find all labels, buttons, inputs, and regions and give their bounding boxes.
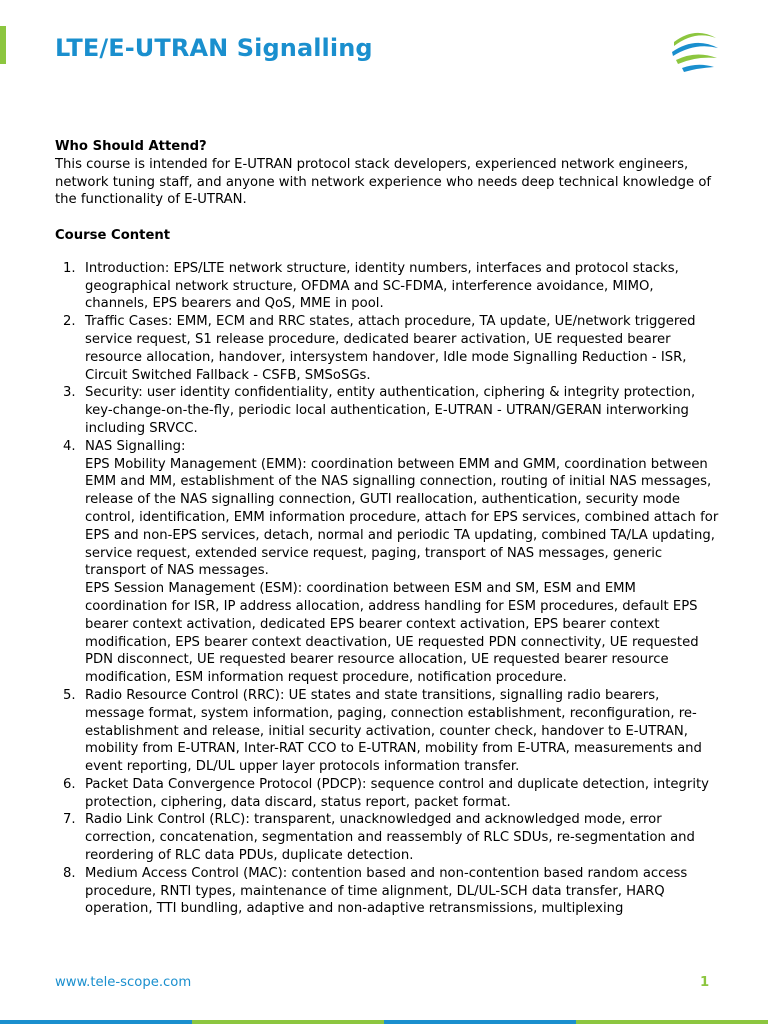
list-item-number: 4. <box>63 438 76 454</box>
list-item <box>55 438 720 687</box>
list-subitem-emm: EPS Mobility Management (EMM): coordination between EMM and GMM, coordination between EMM and MM, establishment of the NAS signalling connection, routing of initial NAS messages, release of the NAS signalling connection, GUTI reallocation, authentication, security mode control, identification, EMM information procedure, attach for EPS services, combined attach for EPS and non-EPS services, detach, normal and periodic TA updating, combined TA/LA updating, service request, extended service request, paging, transport of NAS messages, generic transport of NAS messages. <box>85 456 719 579</box>
list-item <box>55 687 720 776</box>
who-should-attend-text: This course is intended for E-UTRAN protocol stack developers, experienced network engineers, network tuning staff, and anyone with network experience who needs deep technical knowledge of the functionality of E-UTRAN. <box>55 156 712 208</box>
who-should-attend-heading: Who Should Attend? <box>55 139 207 154</box>
list-item-text: Radio Link Control (RLC): transparent, unacknowledged and acknowledged mode, error correction, concatenation, segmentation and reassembly of RLC SDUs, re-segmentation and reordering of RLC data PDUs, duplicate detection. <box>85 812 695 864</box>
page-title: LTE/E-UTRAN Signalling <box>55 34 373 62</box>
list-item <box>55 384 720 437</box>
course-content-list <box>55 260 720 918</box>
list-item <box>55 776 720 812</box>
list-item <box>55 811 720 864</box>
list-item <box>55 865 720 918</box>
list-item-text: Introduction: EPS/LTE network structure, identity numbers, interfaces and protocol stacks, geographical network structure, OFDMA and SC-FDMA, interference avoidance, MIMO, channels, EPS bearers and QoS, MME in pool. <box>85 260 679 312</box>
page-number: 1 <box>700 975 710 990</box>
bottom-stripe <box>0 1020 768 1024</box>
list-item-text: Radio Resource Control (RRC): UE states and state transitions, signalling radio bearers, message format, system information, paging, connection establishment, reconfiguration, re-establishment and release, initial security activation, counter check, handover to E-UTRAN, mobility from E-UTRAN, Inter-RAT CCO to E-UTRAN, mobility from E-UTRA, measurements and event reporting, DL/UL upper layer protocols information transfer. <box>85 687 702 775</box>
list-item-number: 8. <box>63 865 76 881</box>
main-content <box>55 138 720 918</box>
list-item <box>55 260 720 313</box>
list-item <box>55 313 720 384</box>
list-item-number: 5. <box>63 687 76 703</box>
website-link[interactable]: www.tele-scope.com <box>55 975 192 990</box>
list-item-number: 1. <box>63 260 76 276</box>
list-item-number: 3. <box>63 385 76 401</box>
list-item-text: Security: user identity confidentiality, entity authentication, ciphering & integrity protection, key-change-on-the-fly, periodic local authentication, E-UTRAN - UTRAN/GERAN interworking including SRVCC. <box>85 385 696 436</box>
accent-bar <box>0 26 6 64</box>
list-item-number: 6. <box>63 776 76 792</box>
list-item-number: 2. <box>63 314 76 330</box>
list-item-text: NAS Signalling: <box>85 438 186 454</box>
list-item-text: Traffic Cases: EMM, ECM and RRC states, attach procedure, TA update, UE/network triggered service request, S1 release procedure, dedicated bearer activation, UE requested bearer resource allocation, handover, intersystem handover, Idle mode Signalling Reduction - ISR, Circuit Switched Fallback - CSFB, SMSoSGs. <box>85 314 696 383</box>
list-subitem-esm: EPS Session Management (ESM): coordination between ESM and SM, ESM and EMM coordination for ISR, IP address allocation, address handling for ESM procedures, default EPS bearer context activation, dedicated EPS bearer context activation, EPS bearer context modification, EPS bearer context deactivation, UE requested PDN connectivity, UE requested PDN disconnect, UE requested bearer resource allocation, UE requested bearer resource modification, ESM information request procedure, notification procedure. <box>85 581 699 686</box>
tele-scope-logo-icon <box>670 28 720 76</box>
list-item-number: 7. <box>63 812 76 828</box>
list-item-text: Packet Data Convergence Protocol (PDCP): sequence control and duplicate detection, integrity protection, ciphering, data discard, status report, packet format. <box>85 776 709 810</box>
course-content-heading: Course Content <box>55 227 171 243</box>
list-item-text: Medium Access Control (MAC): contention based and non-contention based random access procedure, RNTI types, maintenance of time alignment, DL/UL-SCH data transfer, HARQ operation, TTI bundling, adaptive and non-adaptive retransmissions, multiplexing <box>85 865 688 917</box>
